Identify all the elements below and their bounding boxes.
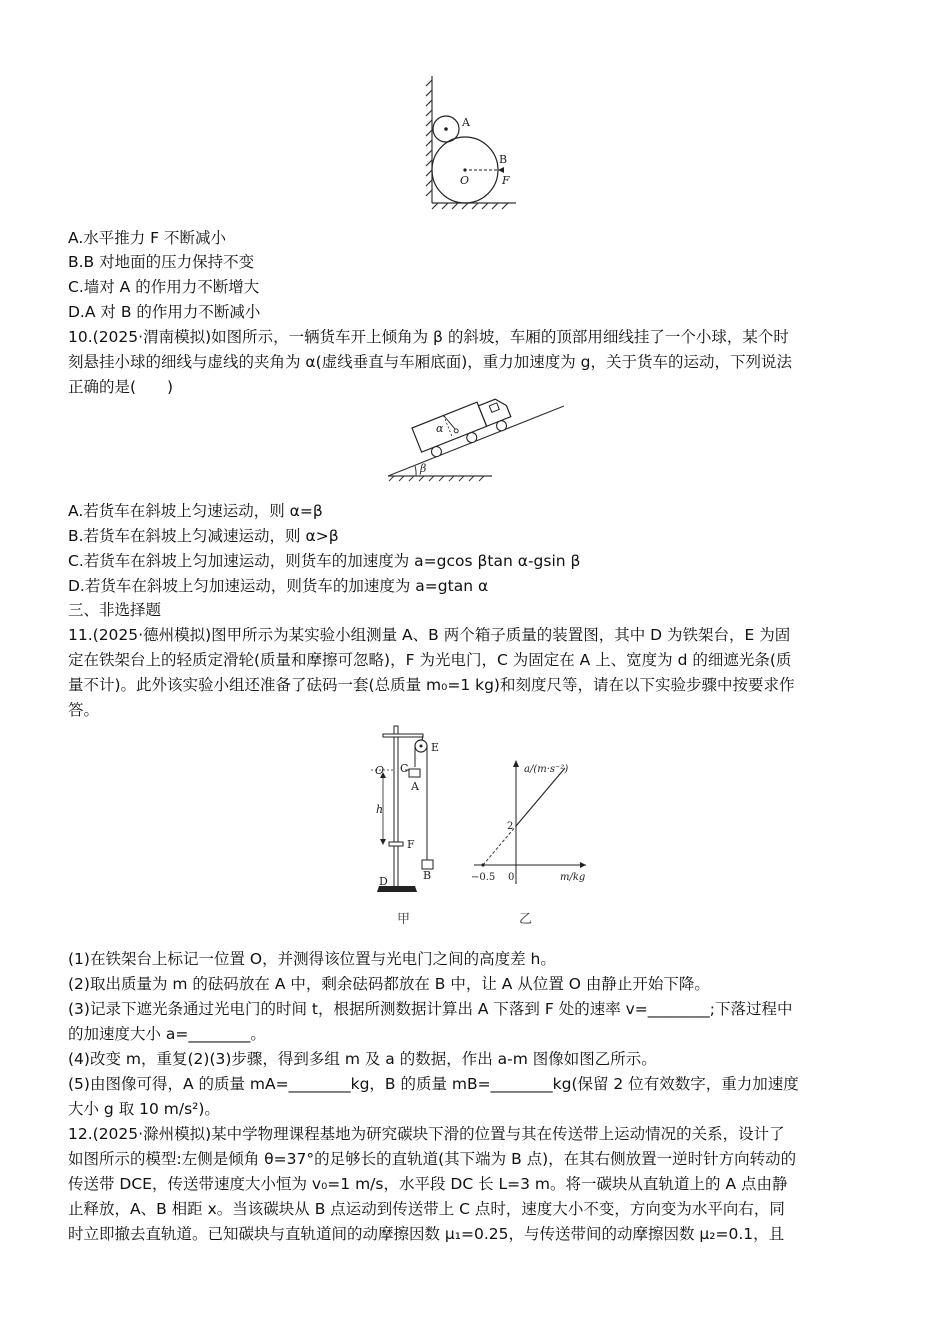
q12-stem-line-2: 如图所示的模型:左侧是倾角 θ=37°的足够长的直轨道(其下端为 B 点)，在其右侧放置一逆时针方向转动的 [68,1150,797,1168]
tick-x-neg: −0.5 [471,872,496,883]
label-b: B [423,869,432,882]
q11-step-3: (3)记录下遮光条通过光电门的时间 t，根据所测数据计算出 A 下落到 F 处的速率 v=________;下落过程中 [68,1000,793,1018]
q11-step-1: (1)在铁架台上标记一位置 O，并测得该位置与光电门之间的高度差 h。 [68,950,556,968]
label-b: B [499,153,508,166]
fig-yi-caption: 乙 [519,912,533,927]
q11-stem-line-1: 11.(2025·德州模拟)图甲所示为某实验小组测量 A、B 两个箱子质量的装置图，其中 D 为铁架台，E 为固 [68,626,791,644]
fig-jia-caption: 甲 [397,912,411,927]
stand-rod [394,726,398,890]
q12-stem-line-3: 传送带 DCE，传送带速度大小恒为 v₀=1 m/s，水平段 DC 长 L=3 m。将一碳块从直轨道上的 A 点由静 [68,1175,788,1193]
y-axis-label: a/(m·s⁻²) [524,764,569,775]
q10-option-a: A.若货车在斜坡上匀速运动，则 α=β [68,502,323,520]
box-a [409,769,420,777]
wall [426,76,516,209]
q10-stem-line-1: 10.(2025·渭南模拟)如图所示，一辆货车开上倾角为 β 的斜坡，车厢的顶部用细线挂了一个小球，某个时 [68,328,789,346]
label-h: h [376,803,384,816]
label-a: A [462,116,470,129]
q11-stem-line-2: 定在铁架台上的轻质定滑轮(质量和摩擦可忽略)，F 为光电门，C 为固定在 A 上、宽度为 d 的细遮光条(质 [68,651,792,669]
q11-stem-line-3: 量不计)。此外该实验小组还准备了砝码一套(总质量 m₀=1 kg)和刻度尺等，请在以下实验步骤中按要求作 [68,676,795,694]
q10-option-d: D.若货车在斜坡上匀加速运动，则货车的加速度为 a=gtan α [68,577,489,595]
q12-stem-line-1: 12.(2025·滁州模拟)某中学物理课程基地为研究碳块下滑的位置与其在传送带上运动情况的关系，设计了 [68,1125,785,1143]
q11-step-4: (4)改变 m，重复(2)(3)步骤，得到多组 m 及 a 的数据，作出 a-m 图像如图乙所示。 [68,1050,657,1068]
q12-stem-line-5: 时立即撤去直轨道。已知碳块与直轨道间的动摩擦因数 μ₁=0.25，与传送带间的动摩擦因数 μ₂=0.1，且 [68,1225,785,1243]
x-axis-label: m/kg [560,872,586,883]
q11-step-5-cont: 大小 g 取 10 m/s²)。 [68,1100,220,1118]
q11-figure-jia [365,722,455,922]
q9-option-c: C.墙对 A 的作用力不断增大 [68,278,260,296]
box-b [422,860,433,869]
label-o: O [375,764,385,777]
label-c: C [400,762,409,775]
q10-figure [382,398,568,484]
q10-stem-line-3: 正确的是( ) [68,378,174,396]
label-f: F [502,174,510,187]
label-f: F [407,838,415,851]
tick-y-2: 2 [507,821,514,832]
truck [412,398,515,461]
photogate-f [389,842,403,846]
q9-figure [420,72,530,210]
q10-option-c: C.若货车在斜坡上匀加速运动，则货车的加速度为 a=gcos βtan α-gsin β [68,552,581,570]
section-title: 三、非选择题 [68,601,162,619]
q11-figure-yi [468,754,592,892]
q12-stem-line-4: 止释放，A、B 相距 x。当该碳块从 B 点运动到传送带上 C 点时，速度大小不变，方向变为水平向右，同 [68,1200,785,1218]
label-o: O [460,174,470,187]
q10-option-b: B.若货车在斜坡上匀减速运动，则 α>β [68,527,339,545]
q9-option-d: D.A 对 B 的作用力不断减小 [68,303,261,321]
label-alpha: α [436,422,444,435]
label-d: D [379,875,388,888]
q11-step-3-cont: 的加速度大小 a=________。 [68,1025,266,1043]
q11-step-5: (5)由图像可得，A 的质量 mA=________kg，B 的质量 mB=________kg(保留 2 位有效数字，重力加速度 [68,1075,799,1093]
data-line [516,768,565,826]
label-a: A [411,780,419,793]
label-e: E [431,741,440,754]
origin-label: 0 [508,872,515,883]
q9-option-a: A.水平推力 F 不断减小 [68,229,227,247]
q11-step-2: (2)取出质量为 m 的砝码放在 A 中，剩余砝码都放在 B 中，让 A 从位置 O 由静止开始下降。 [68,975,710,993]
label-beta: β [420,462,427,475]
q9-option-b: B.B 对地面的压力保持不变 [68,253,255,271]
q11-stem-line-4: 答。 [68,701,100,719]
q10-stem-line-2: 刻悬挂小球的细线与虚线的夹角为 α(虚线垂直与车厢底面)，重力加速度为 g，关于货车的运动，下列说法 [68,353,793,371]
